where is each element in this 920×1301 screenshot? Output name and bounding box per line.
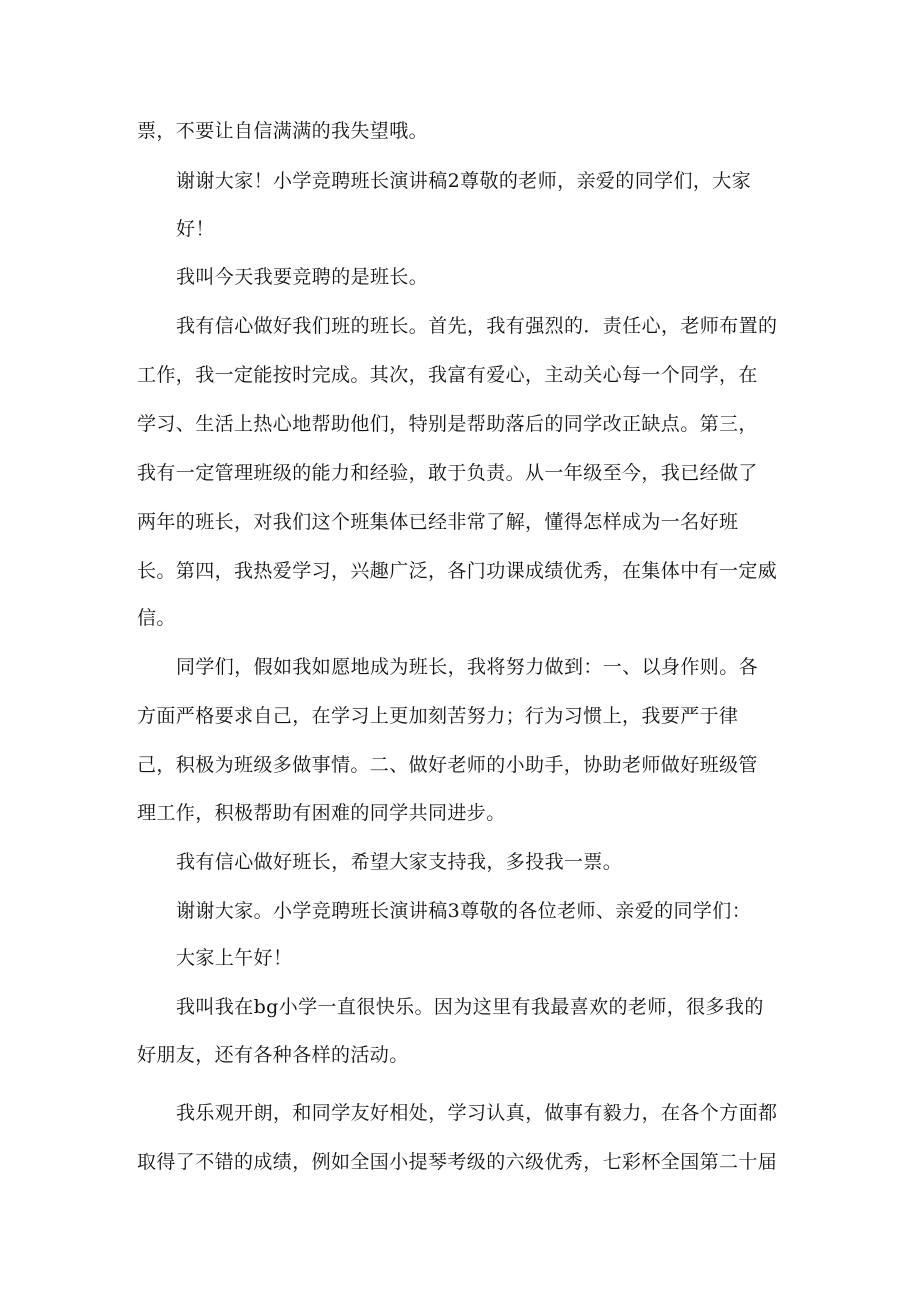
text-line: 我有信心做好我们班的班长。首先，我有强烈的．责任心，老师布置的 [176, 315, 778, 337]
text-line: 理工作，积极帮助有困难的同学共同进步。 [137, 802, 506, 824]
text-line: 我叫今天我要竞聘的是班长。 [176, 266, 429, 288]
text-line: 长。第四，我热爱学习，兴趣广泛，各门功课成绩优秀，在集体中有一定威 [137, 560, 778, 582]
text-line: 好！ [176, 218, 215, 240]
text-line: 方面严格要求自己，在学习上更加刻苦努力；行为习惯上，我要严于律 [137, 705, 739, 727]
text-line: 工作，我一定能按时完成。其次，我富有爱心，主动关心每一个同学，在 [137, 364, 758, 386]
text-line: 我有信心做好班长，希望大家支持我，多投我一票。 [176, 851, 623, 873]
text-line: 我有一定管理班级的能力和经验，敢于负责。从一年级至今，我已经做了 [137, 462, 758, 484]
text-line: 取得了不错的成绩，例如全国小提琴考级的六级优秀，七彩杯全国第二十届 [137, 1151, 778, 1173]
text-line: 好朋友，还有各种各样的活动。 [137, 1044, 409, 1066]
text-line: 两年的班长，对我们这个班集体已经非常了解，懂得怎样成为一名好班 [137, 511, 739, 533]
text-line: 我叫我在bg小学一直很快乐。因为这里有我最喜欢的老师，很多我的 [176, 996, 764, 1018]
text-line: 己，积极为班级多做事情。二、做好老师的小助手，协助老师做好班级管 [137, 754, 758, 776]
text-line: 大家上午好！ [176, 947, 293, 969]
text-line: 信。 [137, 607, 176, 629]
text-line: 谢谢大家。小学竞聘班长演讲稿3尊敬的各位老师、亲爱的同学们： [176, 900, 752, 922]
text-line: 票，不要让自信满满的我失望哦。 [137, 120, 429, 142]
text-line: 我乐观开朗，和同学友好相处，学习认真，做事有毅力，在各个方面都 [176, 1102, 778, 1124]
text-line: 学习、生活上热心地帮助他们，特别是帮助落后的同学改正缺点。第三， [137, 413, 758, 435]
text-line: 谢谢大家！小学竞聘班长演讲稿2尊敬的老师，亲爱的同学们，大家 [176, 170, 752, 192]
text-line: 同学们，假如我如愿地成为班长，我将努力做到：一、以身作则。各 [176, 656, 759, 678]
